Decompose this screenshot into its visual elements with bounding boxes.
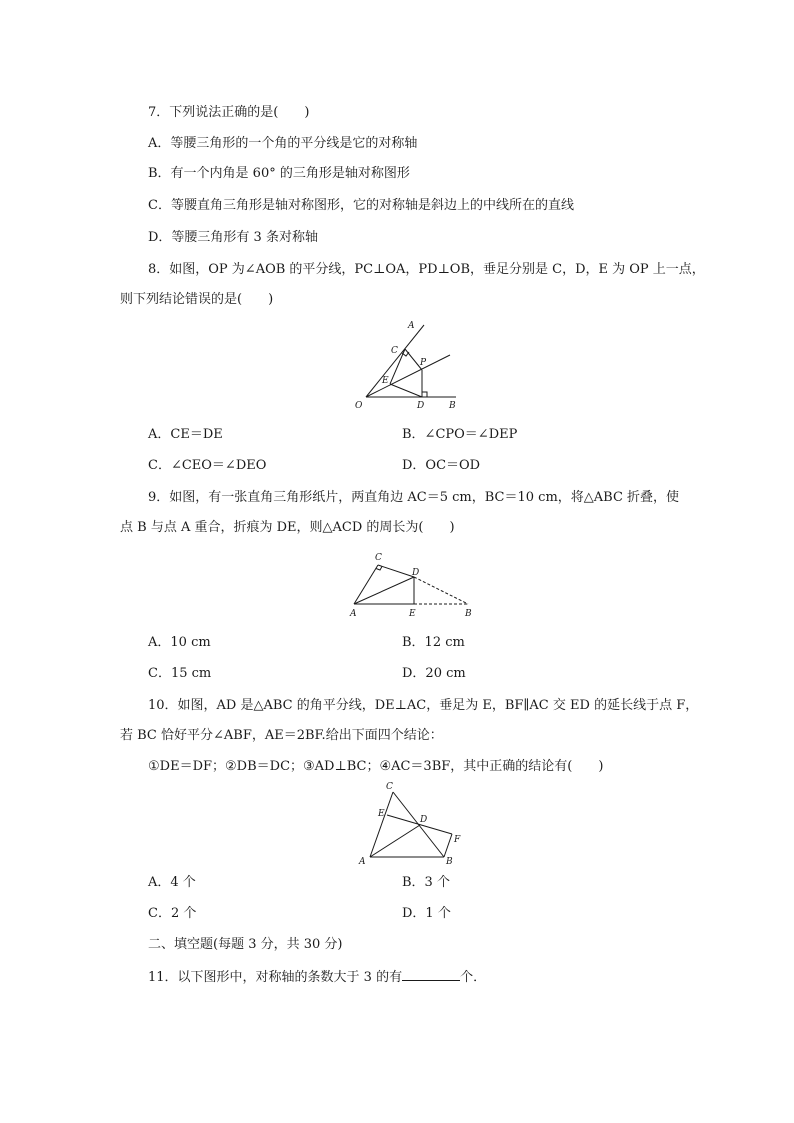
q10-option-b: B．3 个 <box>402 875 450 890</box>
q9-figure <box>344 545 484 620</box>
label-a: A <box>408 321 415 331</box>
label-b: B <box>465 609 472 619</box>
q9-option-b: B．12 cm <box>402 635 465 650</box>
q7-stem: 7．下列说法正确的是( ) <box>148 105 310 120</box>
q10-option-d: D．1 个 <box>402 906 451 921</box>
q10-option-c: C．2 个 <box>148 906 197 921</box>
q9-option-a: A．10 cm <box>148 635 211 650</box>
q9-stem-line2: 点 B 与点 A 重合，折痕为 DE，则△ACD 的周长为( ) <box>120 520 455 535</box>
segment-cd <box>378 565 414 577</box>
right-angle-d <box>422 392 427 397</box>
label-c: C <box>386 782 393 792</box>
segment-ac <box>370 792 393 857</box>
label-d: D <box>417 401 425 411</box>
label-e: E <box>409 609 416 619</box>
q9-stem-line1: 9．如图，有一张直角三角形纸片，两直角边 AC＝5 cm，BC＝10 cm，将△ABC 折叠，使 <box>148 490 680 505</box>
label-f: F <box>454 835 461 845</box>
segment-fb <box>444 834 452 857</box>
q7-option-a: A．等腰三角形的一个角的平分线是它的对称轴 <box>148 136 418 151</box>
label-c: C <box>375 553 382 563</box>
q11-stem <box>148 968 486 986</box>
q8-option-b: B．∠CPO＝∠DEP <box>402 427 518 442</box>
segment-ad <box>370 825 420 857</box>
label-a: A <box>350 609 357 619</box>
label-d: D <box>420 815 428 825</box>
q11-stem-before: 11．以下图形中，对称轴的条数大于 3 的有 <box>148 970 403 985</box>
q8-stem-line1: 8．如图，OP 为∠AOB 的平分线，PC⊥OA，PD⊥OB，垂足分别是 C，D，E 为 OP 上一点， <box>148 262 705 277</box>
q10-stem-line1: 10．如图，AD 是△ABC 的角平分线，DE⊥AC，垂足为 E，BF∥AC 交 ED 的延长线于点 F， <box>148 698 699 713</box>
q8-option-c: C．∠CEO＝∠DEO <box>148 458 267 473</box>
q7-option-b: B．有一个内角是 60° 的三角形是轴对称图形 <box>148 166 410 181</box>
label-e: E <box>382 376 389 386</box>
q8-figure <box>346 315 466 415</box>
q7-option-c: C．等腰直角三角形是轴对称图形，它的对称轴是斜边上的中线所在的直线 <box>148 198 574 213</box>
segment-de <box>390 384 422 397</box>
q7-option-d: D．等腰三角形有 3 条对称轴 <box>148 230 318 245</box>
section-title: 二、填空题(每题 3 分，共 30 分) <box>148 937 343 952</box>
q8-stem-line2: 则下列结论错误的是( ) <box>120 292 274 307</box>
segment-db-dashed <box>414 577 468 604</box>
q11-answer-blank[interactable] <box>402 968 460 981</box>
label-b: B <box>446 857 453 867</box>
label-p: P <box>420 358 427 368</box>
label-d: D <box>412 568 420 578</box>
q8-option-a: A．CE＝DE <box>148 427 223 442</box>
label-b: B <box>449 401 456 411</box>
q10-figure <box>354 780 474 870</box>
label-c: C <box>391 346 398 356</box>
label-e: E <box>378 809 385 819</box>
segment-ad <box>354 577 414 604</box>
q9-option-d: D．20 cm <box>402 666 466 681</box>
q11-stem-after: 个． <box>460 970 487 985</box>
ray-op <box>366 355 450 397</box>
q10-option-a: A．4 个 <box>148 875 196 890</box>
q9-option-c: C．15 cm <box>148 666 212 681</box>
label-o: O <box>355 401 363 411</box>
q8-option-d: D．OC＝OD <box>402 458 481 473</box>
q10-stem-line3: ①DE＝DF；②DB＝DC；③AD⊥BC；④AC＝3BF，其中正确的结论有( ) <box>148 759 604 774</box>
q10-stem-line2: 若 BC 恰好平分∠ABF，AE＝2BF.给出下面四个结论： <box>120 728 443 743</box>
label-a: A <box>359 857 366 867</box>
